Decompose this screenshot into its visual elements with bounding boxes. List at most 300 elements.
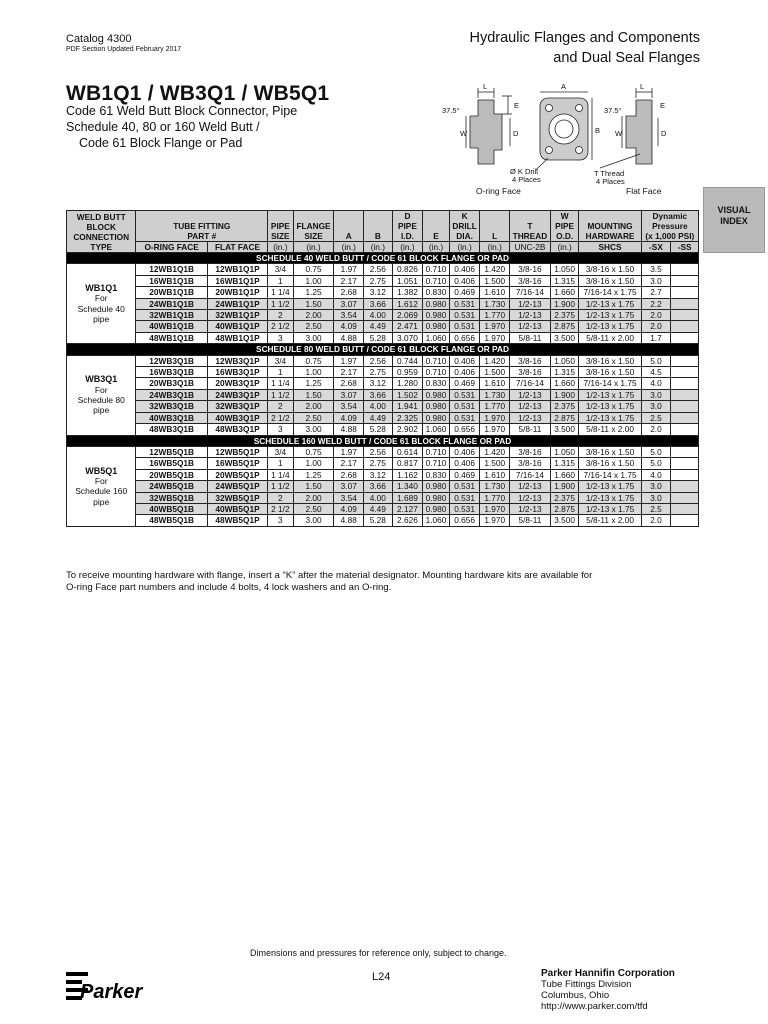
table-row bbox=[67, 481, 699, 492]
table-cell: 5/8-11 bbox=[510, 515, 551, 526]
table-cell: 0.980 bbox=[423, 310, 450, 321]
table-cell: 1/2-13 x 1.75 bbox=[579, 321, 641, 332]
hdr-tube-fitting bbox=[136, 211, 268, 242]
table-cell: 1/2-13 x 1.75 bbox=[579, 298, 641, 309]
table-cell: 4.0 bbox=[641, 378, 671, 389]
table-cell: 1.315 bbox=[550, 458, 579, 469]
table-cell: 16WB3Q1B bbox=[136, 367, 207, 378]
table-row bbox=[67, 412, 699, 423]
label-d-left: D bbox=[513, 129, 519, 138]
table-cell: 32WB3Q1B bbox=[136, 401, 207, 412]
table-cell: 4.88 bbox=[334, 332, 364, 343]
table-cell: 5.0 bbox=[641, 458, 671, 469]
table-cell: 1.500 bbox=[480, 458, 510, 469]
table-cell: 0.826 bbox=[392, 264, 423, 275]
table-row bbox=[67, 424, 699, 435]
table-cell: 1.25 bbox=[293, 378, 334, 389]
table-cell: 5.0 bbox=[641, 446, 671, 457]
table-cell: 1.00 bbox=[293, 458, 334, 469]
table-cell: 1 1/4 bbox=[268, 469, 294, 480]
table-cell: 1/2-13 bbox=[510, 481, 551, 492]
table-cell: 2.5 bbox=[641, 503, 671, 514]
table-cell: 12WB1Q1B bbox=[136, 264, 207, 275]
connection-type-for-3: pipe bbox=[93, 314, 110, 325]
hdr-weld-butt-4: TYPE bbox=[90, 242, 113, 252]
hdr-w-3: O.D. bbox=[556, 231, 574, 241]
table-cell: 5/8-11 bbox=[510, 332, 551, 343]
table-cell: 0.656 bbox=[449, 332, 480, 343]
table-cell: 4.09 bbox=[334, 321, 364, 332]
table-cell: 2.56 bbox=[364, 264, 393, 275]
table-cell: 0.710 bbox=[423, 446, 450, 457]
table-row bbox=[67, 275, 699, 286]
flange-drawing-svg bbox=[440, 78, 702, 198]
table-cell: 5/8-11 x 2.00 bbox=[579, 515, 641, 526]
label-l-left: L bbox=[483, 82, 488, 91]
table-cell: 1.970 bbox=[480, 332, 510, 343]
table-cell bbox=[671, 389, 699, 400]
table-cell: 12WB5Q1B bbox=[136, 446, 207, 457]
hardware-note bbox=[66, 570, 592, 594]
table-cell: 1/2-13 bbox=[510, 412, 551, 423]
table-cell bbox=[671, 355, 699, 366]
table-cell: 3/8-16 bbox=[510, 458, 551, 469]
table-cell: 1/2-13 x 1.75 bbox=[579, 401, 641, 412]
table-cell: 1.051 bbox=[392, 275, 423, 286]
table-cell: 3.66 bbox=[364, 389, 393, 400]
table-cell: 0.710 bbox=[423, 275, 450, 286]
flat-face-caption: Flat Face bbox=[626, 186, 662, 196]
table-cell: 1/2-13 x 1.75 bbox=[579, 310, 641, 321]
table-cell: 3.00 bbox=[293, 332, 334, 343]
table-cell: 1.730 bbox=[480, 298, 510, 309]
table-cell: 1/2-13 bbox=[510, 310, 551, 321]
label-k-drill-1: Ø K Drill bbox=[510, 167, 538, 176]
table-cell: 40WB5Q1P bbox=[207, 503, 267, 514]
unit-flange: (in.) bbox=[293, 242, 334, 253]
table-cell: 3.500 bbox=[550, 332, 579, 343]
table-cell: 2.0 bbox=[641, 310, 671, 321]
table-cell: 1.060 bbox=[423, 515, 450, 526]
table-cell: 1.610 bbox=[480, 287, 510, 298]
disclaimer: Dimensions and pressures for reference only, subject to change. bbox=[250, 948, 507, 958]
table-cell: 2.0 bbox=[641, 321, 671, 332]
hdr-pipe-size-1: PIPE bbox=[270, 221, 290, 231]
table-cell bbox=[671, 287, 699, 298]
table-cell: 1.25 bbox=[293, 469, 334, 480]
table-cell: 20WB5Q1P bbox=[207, 469, 267, 480]
table-cell: 3/8-16 bbox=[510, 355, 551, 366]
table-cell: 0.469 bbox=[449, 287, 480, 298]
hdr-d-3: I.D. bbox=[400, 231, 414, 241]
table-cell: 1/2-13 x 1.75 bbox=[579, 492, 641, 503]
table-cell: 2.00 bbox=[293, 492, 334, 503]
table-row bbox=[67, 458, 699, 469]
table-cell: 1.340 bbox=[392, 481, 423, 492]
table-cell: 40WB1Q1P bbox=[207, 321, 267, 332]
table-cell: 1 bbox=[268, 275, 294, 286]
connection-type-type: WB5Q1 bbox=[85, 465, 118, 476]
table-cell: 2.875 bbox=[550, 503, 579, 514]
table-cell: 0.959 bbox=[392, 367, 423, 378]
table-cell: 7/16-14 x 1.75 bbox=[579, 469, 641, 480]
table-cell: 3.0 bbox=[641, 401, 671, 412]
table-cell: 4.00 bbox=[364, 401, 393, 412]
table-cell bbox=[671, 310, 699, 321]
table-cell: 2.127 bbox=[392, 503, 423, 514]
hdr-dynamic-3: (x 1,000 PSI) bbox=[645, 231, 695, 241]
schedule-header: SCHEDULE 40 WELD BUTT / CODE 61 BLOCK FLANGE OR PAD bbox=[67, 253, 699, 264]
table-cell: 3/8-16 x 1.50 bbox=[579, 458, 641, 469]
unit-b: (in.) bbox=[364, 242, 393, 253]
table-cell: 48WB5Q1P bbox=[207, 515, 267, 526]
table-cell: 3.66 bbox=[364, 298, 393, 309]
table-cell: 2.7 bbox=[641, 287, 671, 298]
table-cell: 7/16-14 bbox=[510, 287, 551, 298]
hdr-weld-butt bbox=[67, 211, 136, 253]
table-cell: 1.770 bbox=[480, 310, 510, 321]
hdr-dynamic-2: Pressure bbox=[652, 221, 688, 231]
hdr-pipe-size-2: SIZE bbox=[271, 231, 290, 241]
table-cell: 24WB1Q1P bbox=[207, 298, 267, 309]
table-cell: 2.56 bbox=[364, 446, 393, 457]
table-cell: 5.28 bbox=[364, 332, 393, 343]
table-cell: 16WB1Q1B bbox=[136, 275, 207, 286]
table-cell: 0.980 bbox=[423, 481, 450, 492]
connection-type-for-3: pipe bbox=[93, 496, 110, 507]
table-cell: 1/2-13 bbox=[510, 298, 551, 309]
table-cell: 1.050 bbox=[550, 264, 579, 275]
table-cell: 7/16-14 bbox=[510, 469, 551, 480]
table-cell: 5.28 bbox=[364, 515, 393, 526]
table-cell: 5/8-11 x 2.00 bbox=[579, 332, 641, 343]
table-cell: 2.00 bbox=[293, 401, 334, 412]
table-cell: 0.75 bbox=[293, 355, 334, 366]
table-cell: 1/2-13 x 1.75 bbox=[579, 389, 641, 400]
table-cell: 0.406 bbox=[449, 367, 480, 378]
unit-e: (in.) bbox=[423, 242, 450, 253]
table-cell: 20WB1Q1P bbox=[207, 287, 267, 298]
table-cell: 1.7 bbox=[641, 332, 671, 343]
table-cell: 1.770 bbox=[480, 401, 510, 412]
label-l-right: L bbox=[640, 82, 645, 91]
table-cell: 2.375 bbox=[550, 401, 579, 412]
table-cell: 24WB5Q1P bbox=[207, 481, 267, 492]
spec-table bbox=[66, 210, 699, 527]
table-row bbox=[67, 321, 699, 332]
table-cell: 2.0 bbox=[641, 424, 671, 435]
table-cell: 4.49 bbox=[364, 321, 393, 332]
table-cell: 2.68 bbox=[334, 378, 364, 389]
table-cell: 40WB3Q1P bbox=[207, 412, 267, 423]
label-a: A bbox=[561, 82, 567, 91]
table-cell: 2.5 bbox=[641, 412, 671, 423]
table-cell: 1.97 bbox=[334, 355, 364, 366]
table-cell: 3/8-16 bbox=[510, 275, 551, 286]
table-cell: 1 1/2 bbox=[268, 298, 294, 309]
table-cell: 1.315 bbox=[550, 275, 579, 286]
table-cell: 48WB1Q1P bbox=[207, 332, 267, 343]
table-cell: 1.612 bbox=[392, 298, 423, 309]
connection-type-for-2: Schedule 80 bbox=[77, 395, 125, 406]
table-cell: 16WB5Q1P bbox=[207, 458, 267, 469]
table-cell: 40WB5Q1B bbox=[136, 503, 207, 514]
table-cell: 3/8-16 x 1.50 bbox=[579, 367, 641, 378]
table-cell: 32WB1Q1P bbox=[207, 310, 267, 321]
table-cell: 1.610 bbox=[480, 378, 510, 389]
table-row bbox=[67, 503, 699, 514]
page-number: L24 bbox=[372, 971, 391, 983]
table-cell: 3.500 bbox=[550, 424, 579, 435]
company-info bbox=[541, 968, 675, 1012]
table-cell bbox=[671, 503, 699, 514]
table-cell: 1.060 bbox=[423, 424, 450, 435]
table-cell: 1.420 bbox=[480, 355, 510, 366]
table-cell: 1.280 bbox=[392, 378, 423, 389]
table-cell: 1 1/2 bbox=[268, 481, 294, 492]
catalog-number: Catalog 4300 bbox=[66, 33, 132, 45]
connection-type-cell bbox=[67, 446, 136, 526]
table-cell: 1.900 bbox=[550, 481, 579, 492]
table-cell: 2.50 bbox=[293, 412, 334, 423]
table-cell: 3/8-16 x 1.50 bbox=[579, 446, 641, 457]
hdr-k-2: DRILL bbox=[452, 221, 477, 231]
table-cell: 0.980 bbox=[423, 389, 450, 400]
table-cell: 1.382 bbox=[392, 287, 423, 298]
table-cell: 1 1/4 bbox=[268, 287, 294, 298]
parker-logo-text: Parker bbox=[80, 981, 143, 1003]
table-cell bbox=[671, 367, 699, 378]
table-cell: 3 bbox=[268, 332, 294, 343]
table-cell: 12WB5Q1P bbox=[207, 446, 267, 457]
table-cell: 7/16-14 x 1.75 bbox=[579, 378, 641, 389]
table-cell: 3.5 bbox=[641, 264, 671, 275]
table-cell: 4.00 bbox=[364, 492, 393, 503]
table-cell: 16WB1Q1P bbox=[207, 275, 267, 286]
hdr-flange-size-2: SIZE bbox=[304, 231, 323, 241]
table-cell bbox=[671, 298, 699, 309]
unit-pipe: (in.) bbox=[268, 242, 294, 253]
connection-type-for-3: pipe bbox=[93, 405, 110, 416]
table-cell: 1/2-13 bbox=[510, 389, 551, 400]
table-cell: 5/8-11 bbox=[510, 424, 551, 435]
table-cell: 0.531 bbox=[449, 298, 480, 309]
label-angle-right: 37.5° bbox=[604, 106, 622, 115]
company-url[interactable]: http://www.parker.com/tfd bbox=[541, 1001, 648, 1012]
table-cell: 2.375 bbox=[550, 310, 579, 321]
table-cell bbox=[671, 264, 699, 275]
table-cell: 3 bbox=[268, 424, 294, 435]
table-cell: 3.0 bbox=[641, 275, 671, 286]
table-cell: 0.614 bbox=[392, 446, 423, 457]
hdr-w-1: W bbox=[560, 211, 569, 221]
table-cell: 1.689 bbox=[392, 492, 423, 503]
subtitle-line2: Schedule 40, 80 or 160 Weld Butt / bbox=[66, 120, 260, 134]
connection-type-type: WB3Q1 bbox=[85, 374, 118, 385]
hdr-a: A bbox=[334, 211, 364, 242]
table-cell: 20WB5Q1B bbox=[136, 469, 207, 480]
table-row bbox=[67, 389, 699, 400]
table-cell: 2.17 bbox=[334, 275, 364, 286]
table-cell: 7/16-14 x 1.75 bbox=[579, 287, 641, 298]
table-cell: 3.12 bbox=[364, 287, 393, 298]
table-cell: 3.54 bbox=[334, 310, 364, 321]
table-cell: 1 bbox=[268, 458, 294, 469]
table-cell: 1/2-13 x 1.75 bbox=[579, 412, 641, 423]
table-cell: 40WB3Q1B bbox=[136, 412, 207, 423]
table-row bbox=[67, 401, 699, 412]
table-cell: 2.68 bbox=[334, 469, 364, 480]
table-cell: 24WB3Q1B bbox=[136, 389, 207, 400]
table-cell: 1/2-13 x 1.75 bbox=[579, 481, 641, 492]
table-cell: 1.50 bbox=[293, 298, 334, 309]
table-cell: 32WB5Q1B bbox=[136, 492, 207, 503]
table-cell bbox=[671, 321, 699, 332]
unit-w: (in.) bbox=[550, 242, 579, 253]
table-cell: 1.50 bbox=[293, 389, 334, 400]
table-cell: 0.710 bbox=[423, 355, 450, 366]
table-cell: 2.375 bbox=[550, 492, 579, 503]
table-cell: 0.710 bbox=[423, 458, 450, 469]
table-cell: 20WB3Q1B bbox=[136, 378, 207, 389]
table-cell: 3/4 bbox=[268, 264, 294, 275]
table-cell: 16WB3Q1P bbox=[207, 367, 267, 378]
table-cell: 1.50 bbox=[293, 481, 334, 492]
table-cell: 3.54 bbox=[334, 401, 364, 412]
table-cell: 2 1/2 bbox=[268, 412, 294, 423]
table-cell bbox=[671, 515, 699, 526]
connection-type-cell bbox=[67, 264, 136, 344]
table-cell: 20WB1Q1B bbox=[136, 287, 207, 298]
table-cell: 1.900 bbox=[550, 389, 579, 400]
visual-index-tab[interactable] bbox=[703, 187, 765, 253]
table-cell: 3.12 bbox=[364, 378, 393, 389]
table-cell: 48WB5Q1B bbox=[136, 515, 207, 526]
table-cell: 0.406 bbox=[449, 458, 480, 469]
hdr-dynamic-pressure bbox=[641, 211, 698, 242]
connection-type-cell bbox=[67, 355, 136, 435]
table-cell bbox=[671, 469, 699, 480]
hdr-weld-butt-2: BLOCK bbox=[86, 222, 116, 232]
table-cell: 7/16-14 bbox=[510, 378, 551, 389]
table-cell: 2.17 bbox=[334, 458, 364, 469]
table-cell: 0.531 bbox=[449, 492, 480, 503]
table-cell: 24WB5Q1B bbox=[136, 481, 207, 492]
connection-type-type: WB1Q1 bbox=[85, 283, 118, 294]
connection-type-for-1: For bbox=[94, 475, 108, 486]
table-row bbox=[67, 355, 699, 366]
hdr-k-1: K bbox=[461, 211, 468, 221]
table-cell: 2.2 bbox=[641, 298, 671, 309]
table-cell: 2.902 bbox=[392, 424, 423, 435]
table-cell: 5.28 bbox=[364, 424, 393, 435]
label-k-drill-2: 4 Places bbox=[512, 175, 541, 184]
table-row bbox=[67, 332, 699, 343]
table-cell: 2 1/2 bbox=[268, 321, 294, 332]
hdr-mounting bbox=[579, 211, 641, 242]
table-cell: 1/2-13 bbox=[510, 492, 551, 503]
table-cell: 1.610 bbox=[480, 469, 510, 480]
table-cell: 0.710 bbox=[423, 367, 450, 378]
hdr-d-2: PIPE bbox=[397, 221, 417, 231]
hdr-flat-face: FLAT FACE bbox=[207, 242, 267, 253]
table-cell: 48WB1Q1B bbox=[136, 332, 207, 343]
table-cell bbox=[671, 332, 699, 343]
table-cell: 32WB1Q1B bbox=[136, 310, 207, 321]
table-cell: 3 bbox=[268, 515, 294, 526]
hdr-k bbox=[449, 211, 480, 242]
table-cell: 3.54 bbox=[334, 492, 364, 503]
hdr-d bbox=[392, 211, 423, 242]
table-cell: 2.75 bbox=[364, 458, 393, 469]
table-cell: 1 bbox=[268, 367, 294, 378]
hdr-d-1: D bbox=[404, 211, 411, 221]
label-w-right: W bbox=[615, 129, 623, 138]
unit-mount: SHCS bbox=[579, 242, 641, 253]
hdr-mounting-2: HARDWARE bbox=[585, 231, 635, 241]
hdr-weld-butt-1: WELD BUTT bbox=[76, 212, 126, 222]
table-cell: 1.500 bbox=[480, 367, 510, 378]
table-cell: 0.469 bbox=[449, 469, 480, 480]
table-cell: 1.941 bbox=[392, 401, 423, 412]
table-cell: 2.069 bbox=[392, 310, 423, 321]
section-title bbox=[469, 28, 700, 68]
table-cell: 48WB3Q1P bbox=[207, 424, 267, 435]
table-cell: 1.502 bbox=[392, 389, 423, 400]
note-line2: O-ring Face part numbers and include 4 bolts, 4 lock washers and an O-ring. bbox=[66, 582, 392, 593]
table-cell: 2.875 bbox=[550, 412, 579, 423]
section-title-line1: Hydraulic Flanges and Components bbox=[469, 30, 700, 46]
hdr-t-2: THREAD bbox=[512, 231, 548, 241]
table-cell: 0.980 bbox=[423, 503, 450, 514]
label-e-right: E bbox=[660, 101, 666, 110]
label-t-thread-1: T Thread bbox=[594, 169, 625, 178]
table-cell: 3/4 bbox=[268, 355, 294, 366]
label-w-left: W bbox=[460, 129, 468, 138]
table-cell: 12WB1Q1P bbox=[207, 264, 267, 275]
table-cell: 2.50 bbox=[293, 321, 334, 332]
table-cell: 1.050 bbox=[550, 355, 579, 366]
table-cell: 2 bbox=[268, 492, 294, 503]
table-cell: 1/2-13 x 1.75 bbox=[579, 503, 641, 514]
table-cell: 1.970 bbox=[480, 503, 510, 514]
table-cell: 2.325 bbox=[392, 412, 423, 423]
unit-ss: -SS bbox=[671, 242, 699, 253]
flange-drawings bbox=[440, 78, 702, 198]
table-row bbox=[67, 287, 699, 298]
table-cell: 4.49 bbox=[364, 503, 393, 514]
table-cell: 3.0 bbox=[641, 481, 671, 492]
table-cell: 0.406 bbox=[449, 275, 480, 286]
table-cell: 4.00 bbox=[364, 310, 393, 321]
unit-a: (in.) bbox=[334, 242, 364, 253]
table-row bbox=[67, 446, 699, 457]
table-row bbox=[67, 264, 699, 275]
table-cell: 4.88 bbox=[334, 424, 364, 435]
subtitle-line1: Code 61 Weld Butt Block Connector, Pipe bbox=[66, 104, 298, 118]
parker-logo-icon bbox=[66, 968, 156, 1004]
table-cell: 2.50 bbox=[293, 503, 334, 514]
table-cell bbox=[671, 446, 699, 457]
table-cell: 12WB3Q1B bbox=[136, 355, 207, 366]
table-cell: 4.09 bbox=[334, 412, 364, 423]
table-cell: 0.469 bbox=[449, 378, 480, 389]
table-cell: 1.060 bbox=[423, 332, 450, 343]
table-cell: 2.68 bbox=[334, 287, 364, 298]
table-cell: 0.531 bbox=[449, 310, 480, 321]
hdr-w bbox=[550, 211, 579, 242]
table-cell: 1.660 bbox=[550, 378, 579, 389]
